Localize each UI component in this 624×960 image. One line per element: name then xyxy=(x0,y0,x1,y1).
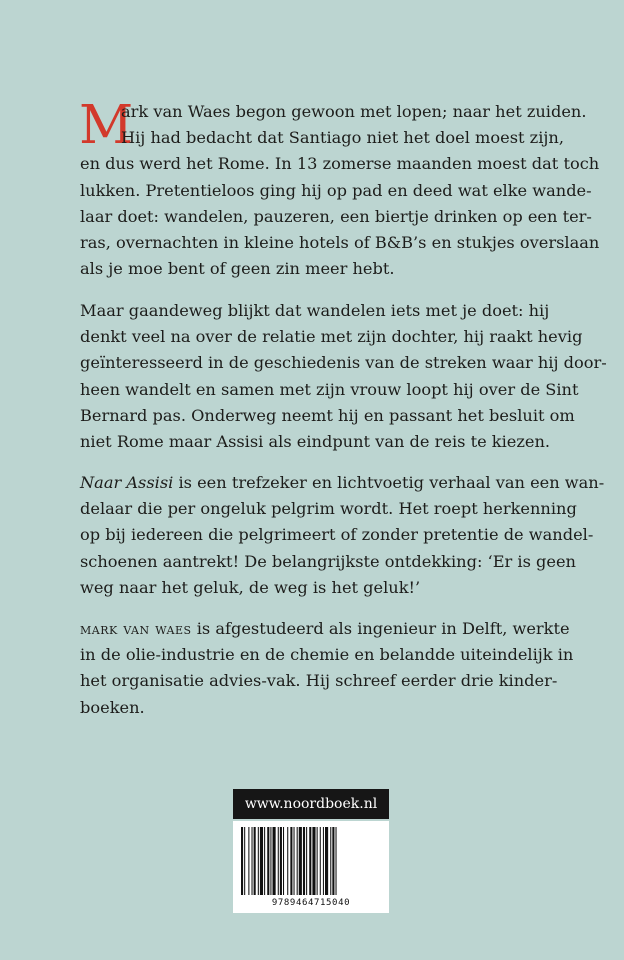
text-line: op bij iedereen die pelgrimeert of zonder pretentie de wandel- xyxy=(80,525,594,545)
barcode-bar xyxy=(264,827,265,895)
book-title: Naar Assisi xyxy=(80,473,174,492)
barcode-bar xyxy=(244,827,245,895)
text-line: en dus werd het Rome. In 13 zomerse maanden moest dat toch xyxy=(80,154,600,174)
blurb-paragraph-2 xyxy=(80,298,607,455)
barcode-bar xyxy=(241,827,243,895)
barcode-bar xyxy=(252,827,253,895)
text-line: denkt veel na over de relatie met zijn dochter, hij raakt hevig xyxy=(80,327,583,347)
barcode-bar xyxy=(270,827,271,895)
barcode-bar xyxy=(290,827,292,895)
barcode-bar xyxy=(278,827,279,895)
text-line: Hij had bedacht dat Santiago niet het doel moest zijn, xyxy=(121,128,564,148)
text-line: Maar gaandeweg blijkt dat wandelen iets met je doet: hij xyxy=(80,301,550,320)
publisher-url-label: www.noordboek.nl xyxy=(233,789,389,819)
barcode-bar xyxy=(294,827,295,895)
text-line: in de olie-industrie en de chemie en belandde uiteindelijk in xyxy=(80,645,574,665)
barcode-bar xyxy=(330,827,331,895)
blurb-paragraph-3 xyxy=(80,470,605,601)
barcode-bar xyxy=(306,827,307,895)
isbn-barcode xyxy=(233,821,389,913)
text-line: weg naar het geluk, de weg is het geluk!’ xyxy=(80,577,421,597)
barcode-bar xyxy=(303,827,305,895)
barcode-bar xyxy=(267,827,269,895)
text-line: niet Rome maar Assisi als eindpunt van de reis te kiezen. xyxy=(80,432,551,452)
barcode-bar xyxy=(299,827,302,895)
barcode-bar xyxy=(297,827,298,895)
text-line: schoenen aantrekt! De belangrijkste ontdekking: ‘Er is geen xyxy=(80,551,576,571)
text-line xyxy=(80,616,570,642)
blurb-paragraph-1 xyxy=(79,95,600,282)
barcode-bar xyxy=(309,827,311,895)
barcode-bar xyxy=(248,827,249,895)
barcode-bar xyxy=(254,827,256,895)
barcode-bar xyxy=(323,827,324,895)
text-line xyxy=(80,470,605,496)
text-line: geïnteresseerd in de geschiedenis van de streken waar hij door- xyxy=(80,353,607,373)
barcode-bar xyxy=(273,827,276,895)
text-line: delaar die per ongeluk pelgrim wordt. Het roept herkenning xyxy=(80,499,577,519)
barcode-bar xyxy=(320,827,321,895)
text-line: als je moe bent of geen zin meer hebt. xyxy=(80,259,395,279)
drop-cap-letter: M xyxy=(79,95,134,156)
text-line: laar doet: wandelen, pauzeren, een biertje drinken op een ter- xyxy=(80,206,592,226)
barcode-bar xyxy=(283,827,284,895)
barcode-bar xyxy=(332,827,334,895)
barcode-bar xyxy=(280,827,282,895)
text-line-rest: is afgestudeerd als ingenieur in Delft, werkte xyxy=(191,619,570,638)
barcode-bar xyxy=(260,827,263,895)
barcode-bar xyxy=(287,827,288,895)
author-bio xyxy=(80,616,574,721)
text-line: ark van Waes begon gewoon met lopen; naar het zuiden. xyxy=(121,102,587,121)
text-line-rest: is een trefzeker en lichtvoetig verhaal van een wan- xyxy=(173,473,605,492)
text-line: lukken. Pretentieloos ging hij op pad en deed wat elke wande- xyxy=(80,180,592,200)
barcode-bar xyxy=(258,827,259,895)
text-line: heen wandelt en samen met zijn vrouw loopt hij over de Sint xyxy=(80,379,579,399)
author-name: mark van waes xyxy=(80,619,192,638)
barcode-bar xyxy=(325,827,328,895)
barcode-bar xyxy=(317,827,318,895)
text-line: boeken. xyxy=(80,697,145,717)
barcode-bar xyxy=(312,827,315,895)
text-line: het organisatie advies-vak. Hij schreef eerder drie kinder- xyxy=(80,671,558,691)
text-line: ras, overnachten in kleine hotels of B&B’s en stukjes overslaan xyxy=(80,233,600,253)
text-line: Bernard pas. Onderweg neemt hij en passant het besluit om xyxy=(80,405,575,425)
isbn-digits: 9789464715040 xyxy=(271,898,351,908)
barcode-bar xyxy=(336,827,337,895)
